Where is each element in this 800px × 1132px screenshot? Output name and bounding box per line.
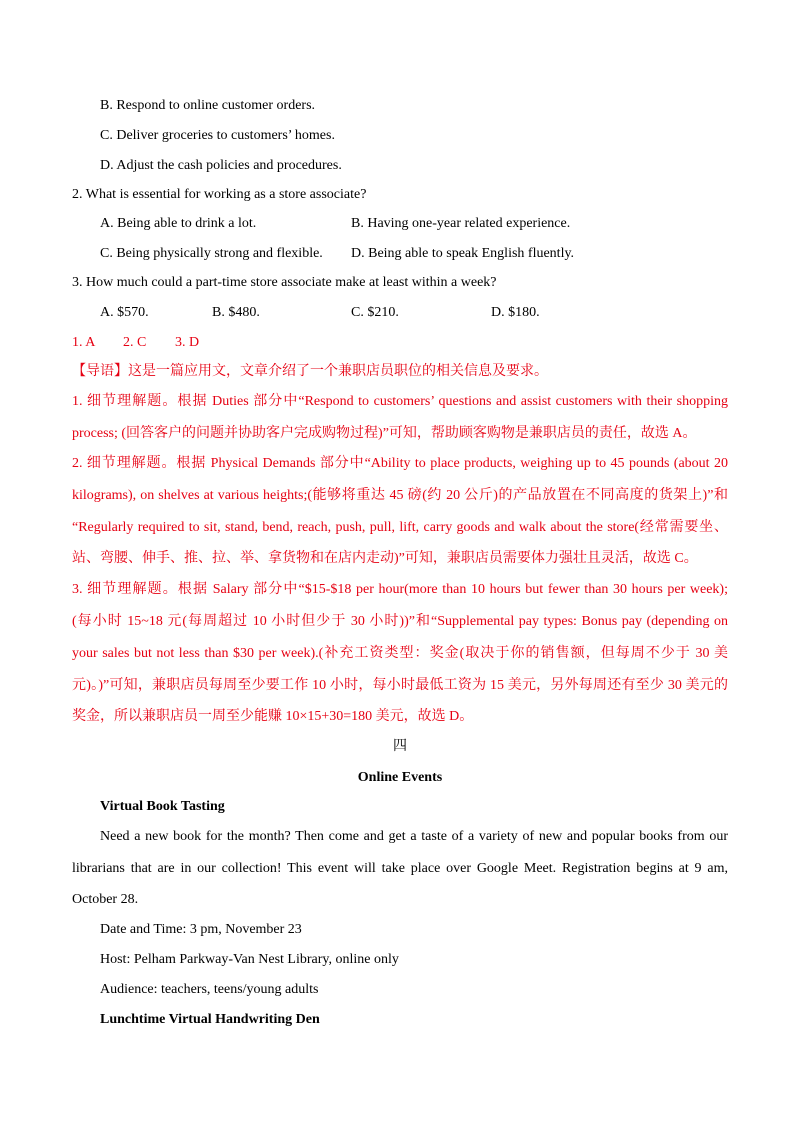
analysis-line: 元)。)”可知，兼职店员每周至少要工作 10 小时，每小时最低工资为 15 美元，另外每周还有至少 30 美元的	[72, 678, 728, 693]
q2-option-c: C. Being physically strong and flexible.	[100, 246, 323, 261]
event-host: Host: Pelham Parkway-Van Nest Library, online only	[100, 952, 399, 967]
event-audience: Audience: teachers, teens/young adults	[100, 982, 319, 997]
q3-stem: 3. How much could a part-time store associate make at least within a week?	[72, 275, 497, 290]
q1-option-c: C. Deliver groceries to customers’ homes.	[100, 128, 335, 143]
q2-option-b: B. Having one-year related experience.	[351, 216, 571, 231]
q2-option-d: D. Being able to speak English fluently.	[351, 246, 575, 261]
q3-option-b: B. $480.	[212, 305, 260, 320]
q1-option-b: B. Respond to online customer orders.	[100, 98, 316, 113]
analysis-intro: 【导语】这是一篇应用文，文章介绍了一个兼职店员职位的相关信息及要求。	[72, 364, 548, 379]
section-number: 四	[393, 739, 407, 754]
event-description: librarians that are in our collection! This event will take place over Google Meet. Registration begins at 9 am,	[72, 861, 728, 876]
answer-3: 3. D	[175, 335, 200, 350]
event-date-time: Date and Time: 3 pm, November 23	[100, 922, 302, 937]
q2-option-a: A. Being able to drink a lot.	[100, 216, 257, 231]
analysis-line: “Regularly required to sit, stand, bend, reach, push, pull, lift, carry goods and walk about the store(经常需要坐、	[72, 520, 728, 535]
analysis-line: 1. 细节理解题。根据 Duties 部分中“Respond to customers’ questions and assist customers with their shopping	[72, 394, 728, 409]
q3-option-d: D. $180.	[491, 305, 540, 320]
analysis-line: process; (回答客户的问题并协助客户完成购物过程)”可知，帮助顾客购物是兼职店员的责任，故选 A。	[72, 426, 697, 441]
analysis-line: your sales but not less than $30 per week).(补充工资类型：奖金(取决于你的销售额，但每周不少于 30 美	[72, 646, 728, 661]
event-description: Need a new book for the month? Then come and get a taste of a variety of new and popular books from our	[100, 829, 728, 844]
q1-option-d: D. Adjust the cash policies and procedures.	[100, 158, 342, 173]
event-description: October 28.	[72, 892, 139, 907]
analysis-line: kilograms), on shelves at various heights;(能够将重达 45 磅(约 20 公斤)的产品放置在不同高度的货架上)”和	[72, 488, 728, 503]
answer-1: 1. A	[72, 335, 96, 350]
q3-option-a: A. $570.	[100, 305, 149, 320]
analysis-line: 奖金，所以兼职店员一周至少能赚 10×15+30=180 美元，故选 D。	[72, 709, 474, 724]
analysis-line: 站、弯腰、伸手、推、拉、举、拿货物和在店内走动)”可知，兼职店员需要体力强壮且灵活，故选 C。	[72, 551, 698, 566]
analysis-line: 3. 细节理解题。根据 Salary 部分中“$15-$18 per hour(more than 10 hours but fewer than 30 hours per week);	[72, 582, 728, 597]
event-heading: Virtual Book Tasting	[100, 799, 225, 814]
analysis-line: (每小时 15~18 元(每周超过 10 小时但少于 30 小时))”和“Supplemental pay types: Bonus pay (depending on	[72, 614, 728, 629]
event-heading: Lunchtime Virtual Handwriting Den	[100, 1012, 320, 1027]
answer-2: 2. C	[123, 335, 147, 350]
q2-stem: 2. What is essential for working as a store associate?	[72, 187, 367, 202]
q3-option-c: C. $210.	[351, 305, 399, 320]
analysis-line: 2. 细节理解题。根据 Physical Demands 部分中“Ability to place products, weighing up to 45 pounds (about 20	[72, 456, 728, 471]
passage-title: Online Events	[357, 770, 443, 785]
